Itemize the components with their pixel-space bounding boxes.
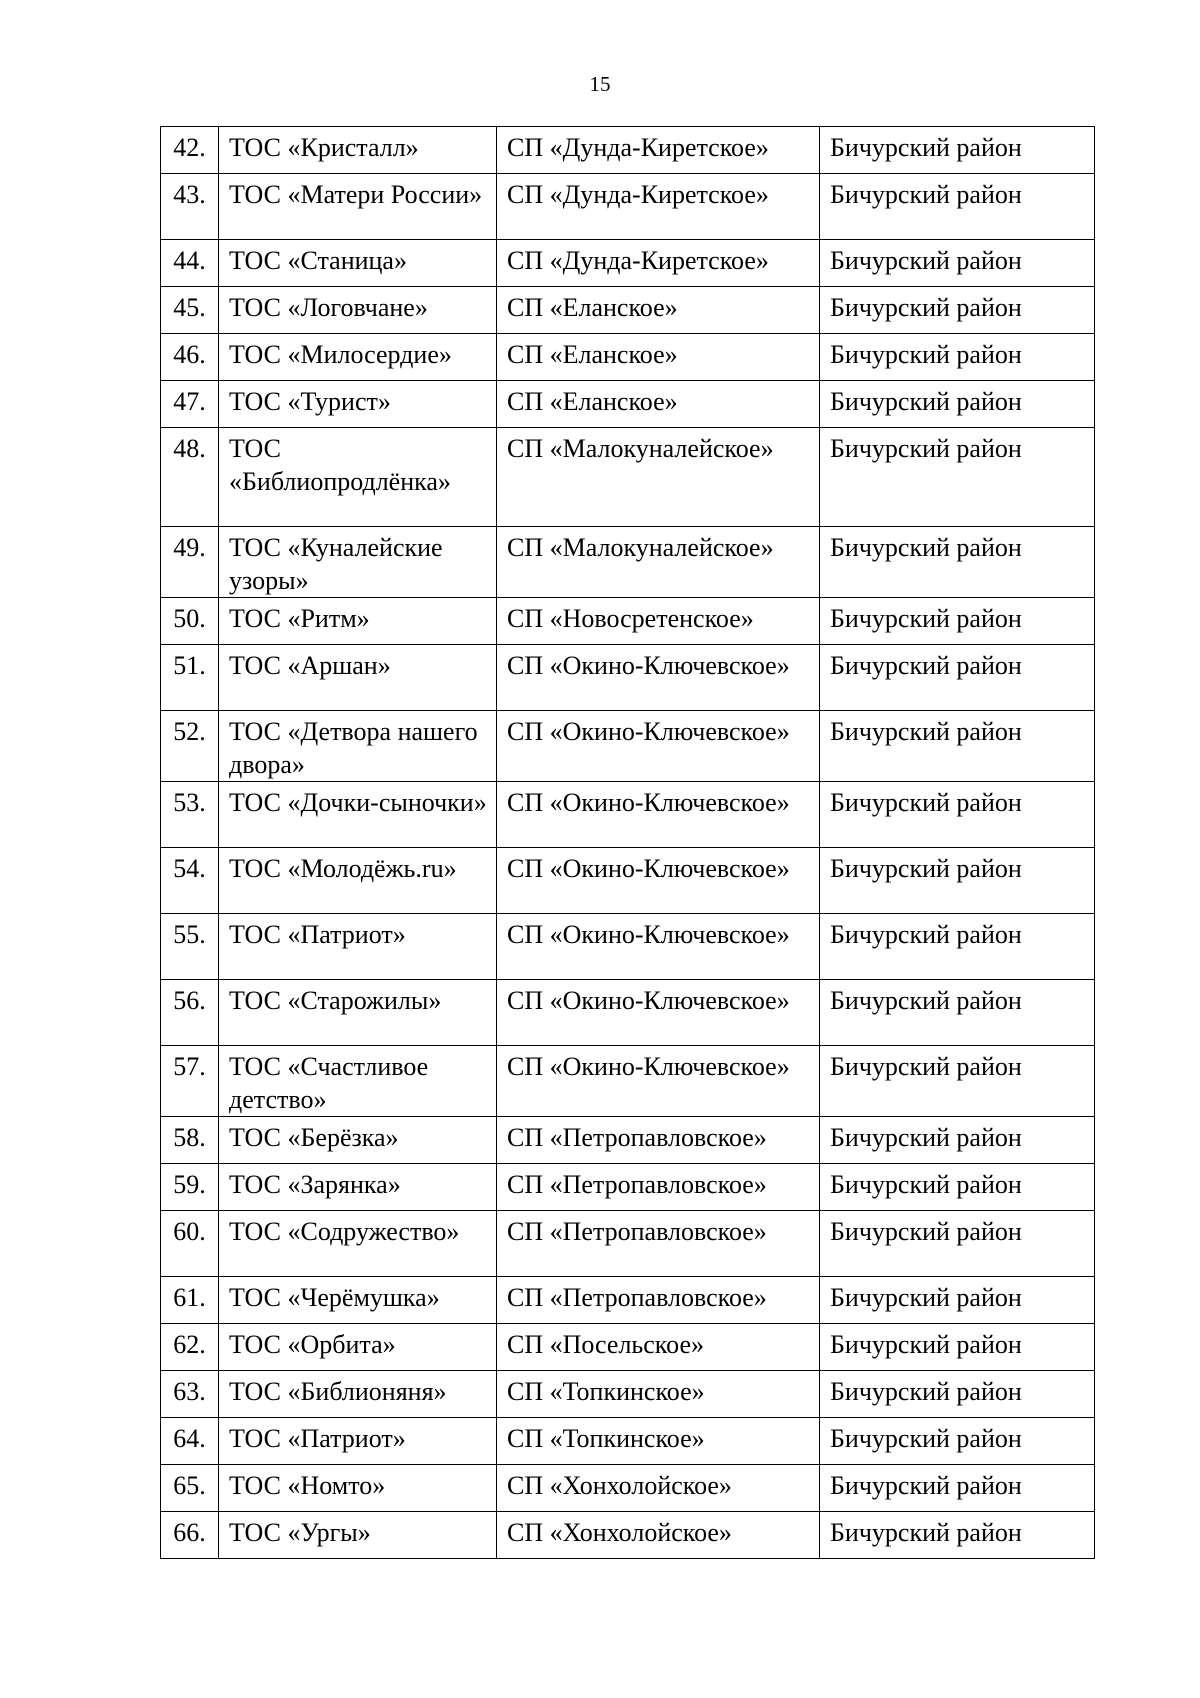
table-row	[161, 1418, 1095, 1465]
district-name: Бичурский район	[820, 428, 1095, 527]
tos-name: ТОС «Матери России»	[219, 174, 497, 240]
row-number: 64.	[161, 1418, 219, 1465]
row-number: 56.	[161, 980, 219, 1046]
table-row	[161, 127, 1095, 174]
district-name: Бичурский район	[820, 1046, 1095, 1117]
settlement-name: СП «Окино-Ключевское»	[497, 848, 820, 914]
tos-name: ТОС «Библионяня»	[219, 1371, 497, 1418]
row-number: 48.	[161, 428, 219, 527]
district-name: Бичурский район	[820, 598, 1095, 645]
district-name: Бичурский район	[820, 127, 1095, 174]
district-name: Бичурский район	[820, 381, 1095, 428]
settlement-name: СП «Петропавловское»	[497, 1117, 820, 1164]
district-name: Бичурский район	[820, 645, 1095, 711]
tos-name: ТОС «Патриот»	[219, 1418, 497, 1465]
table-row	[161, 428, 1095, 527]
table-row	[161, 848, 1095, 914]
settlement-name: СП «Еланское»	[497, 334, 820, 381]
table-row	[161, 1277, 1095, 1324]
row-number: 61.	[161, 1277, 219, 1324]
settlement-name: СП «Окино-Ключевское»	[497, 914, 820, 980]
district-name: Бичурский район	[820, 711, 1095, 782]
table-row	[161, 598, 1095, 645]
row-number: 63.	[161, 1371, 219, 1418]
row-number: 51.	[161, 645, 219, 711]
row-number: 66.	[161, 1512, 219, 1559]
district-name: Бичурский район	[820, 1371, 1095, 1418]
tos-name: ТОС «Орбита»	[219, 1324, 497, 1371]
district-name: Бичурский район	[820, 1418, 1095, 1465]
table-row	[161, 1117, 1095, 1164]
row-number: 62.	[161, 1324, 219, 1371]
district-name: Бичурский район	[820, 1512, 1095, 1559]
tos-name: ТОС «Библиопродлёнка»	[219, 428, 497, 527]
table-row	[161, 914, 1095, 980]
row-number: 44.	[161, 240, 219, 287]
table-row	[161, 527, 1095, 598]
table-row	[161, 334, 1095, 381]
tos-name: ТОС «Милосердие»	[219, 334, 497, 381]
tos-name: ТОС «Ургы»	[219, 1512, 497, 1559]
row-number: 59.	[161, 1164, 219, 1211]
district-name: Бичурский район	[820, 1465, 1095, 1512]
district-name: Бичурский район	[820, 1211, 1095, 1277]
tos-name: ТОС «Логовчане»	[219, 287, 497, 334]
settlement-name: СП «Еланское»	[497, 381, 820, 428]
district-name: Бичурский район	[820, 914, 1095, 980]
row-number: 57.	[161, 1046, 219, 1117]
table-row	[161, 1046, 1095, 1117]
tos-name: ТОС «Турист»	[219, 381, 497, 428]
page-number: 15	[589, 72, 611, 96]
settlement-name: СП «Новосретенское»	[497, 598, 820, 645]
table-row	[161, 1371, 1095, 1418]
row-number: 50.	[161, 598, 219, 645]
row-number: 45.	[161, 287, 219, 334]
district-name: Бичурский район	[820, 1324, 1095, 1371]
row-number: 52.	[161, 711, 219, 782]
row-number: 49.	[161, 527, 219, 598]
table-row	[161, 782, 1095, 848]
tos-name: ТОС «Патриот»	[219, 914, 497, 980]
settlement-name: СП «Петропавловское»	[497, 1277, 820, 1324]
table-row	[161, 645, 1095, 711]
tos-name: ТОС «Кристалл»	[219, 127, 497, 174]
row-number: 47.	[161, 381, 219, 428]
table-row	[161, 174, 1095, 240]
tos-registry-table	[160, 126, 1095, 1559]
settlement-name: СП «Дунда-Киретское»	[497, 174, 820, 240]
tos-name: ТОС «Детвора нашего двора»	[219, 711, 497, 782]
tos-name: ТОС «Счастливое детство»	[219, 1046, 497, 1117]
settlement-name: СП «Топкинское»	[497, 1418, 820, 1465]
settlement-name: СП «Петропавловское»	[497, 1164, 820, 1211]
row-number: 65.	[161, 1465, 219, 1512]
settlement-name: СП «Окино-Ключевское»	[497, 645, 820, 711]
settlement-name: СП «Окино-Ключевское»	[497, 1046, 820, 1117]
district-name: Бичурский район	[820, 240, 1095, 287]
table-row	[161, 1324, 1095, 1371]
table-row	[161, 381, 1095, 428]
settlement-name: СП «Малокуналейское»	[497, 527, 820, 598]
settlement-name: СП «Топкинское»	[497, 1371, 820, 1418]
district-name: Бичурский район	[820, 782, 1095, 848]
settlement-name: СП «Хонхолойское»	[497, 1512, 820, 1559]
table-row	[161, 287, 1095, 334]
settlement-name: СП «Малокуналейское»	[497, 428, 820, 527]
tos-name: ТОС «Зарянка»	[219, 1164, 497, 1211]
tos-name: ТОС «Куналейские узоры»	[219, 527, 497, 598]
settlement-name: СП «Дунда-Киретское»	[497, 127, 820, 174]
table-row	[161, 711, 1095, 782]
tos-name: ТОС «Номто»	[219, 1465, 497, 1512]
district-name: Бичурский район	[820, 174, 1095, 240]
tos-name: ТОС «Ритм»	[219, 598, 497, 645]
district-name: Бичурский район	[820, 1117, 1095, 1164]
row-number: 53.	[161, 782, 219, 848]
settlement-name: СП «Еланское»	[497, 287, 820, 334]
settlement-name: СП «Окино-Ключевское»	[497, 711, 820, 782]
tos-name: ТОС «Старожилы»	[219, 980, 497, 1046]
district-name: Бичурский район	[820, 1277, 1095, 1324]
row-number: 43.	[161, 174, 219, 240]
table-row	[161, 1164, 1095, 1211]
table-row	[161, 1211, 1095, 1277]
settlement-name: СП «Посельское»	[497, 1324, 820, 1371]
settlement-name: СП «Окино-Ключевское»	[497, 980, 820, 1046]
tos-name: ТОС «Содружество»	[219, 1211, 497, 1277]
district-name: Бичурский район	[820, 334, 1095, 381]
settlement-name: СП «Окино-Ключевское»	[497, 782, 820, 848]
row-number: 42.	[161, 127, 219, 174]
tos-name: ТОС «Молодёжь.ru»	[219, 848, 497, 914]
settlement-name: СП «Петропавловское»	[497, 1211, 820, 1277]
table-row	[161, 240, 1095, 287]
table-row	[161, 1465, 1095, 1512]
tos-name: ТОС «Черёмушка»	[219, 1277, 497, 1324]
tos-name: ТОС «Станица»	[219, 240, 497, 287]
row-number: 54.	[161, 848, 219, 914]
district-name: Бичурский район	[820, 1164, 1095, 1211]
district-name: Бичурский район	[820, 848, 1095, 914]
tos-name: ТОС «Аршан»	[219, 645, 497, 711]
table-row	[161, 1512, 1095, 1559]
tos-name: ТОС «Дочки-сыночки»	[219, 782, 497, 848]
row-number: 46.	[161, 334, 219, 381]
tos-name: ТОС «Берёзка»	[219, 1117, 497, 1164]
settlement-name: СП «Дунда-Киретское»	[497, 240, 820, 287]
row-number: 55.	[161, 914, 219, 980]
row-number: 60.	[161, 1211, 219, 1277]
district-name: Бичурский район	[820, 287, 1095, 334]
table-row	[161, 980, 1095, 1046]
settlement-name: СП «Хонхолойское»	[497, 1465, 820, 1512]
row-number: 58.	[161, 1117, 219, 1164]
district-name: Бичурский район	[820, 527, 1095, 598]
district-name: Бичурский район	[820, 980, 1095, 1046]
